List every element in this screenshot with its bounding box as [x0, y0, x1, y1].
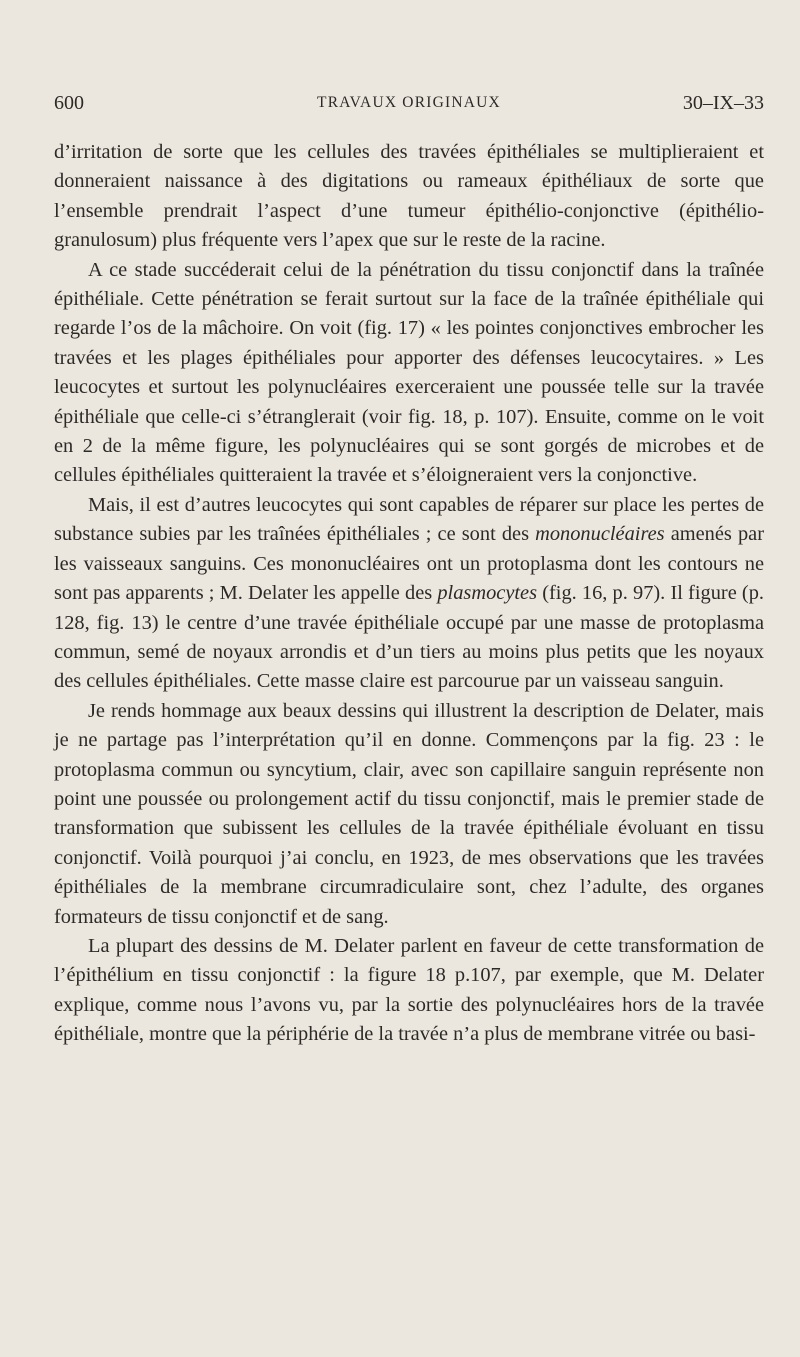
term-plasmocytes: plasmocytes	[437, 582, 538, 605]
term-mononucleaires: mononucléaires	[535, 523, 665, 546]
paragraph-4: Je rends hommage aux beaux dessins qui illustrent la description de Delater, mais je ne partage pas l’interprétation qu’il en donne. Commençons par la fig. 23 : le protoplasma commun ou syncytium, clair, avec son capillaire sanguin représente non point une poussée ou prolongement actif du tissu conjonctif, mais le premier stade de transformation que subissent les cellules de la travée épithéliale évoluant en tissu conjonctif. Voilà pourquoi j’ai conclu, en 1923, de mes observations que les travées épithéliales de la membrane circumradiculaire sont, chez l’adulte, des organes formateurs de tissu conjonctif et de sang.	[54, 699, 764, 928]
paragraph-3-part-a: Mais, il est d’autres leucocytes qui sont capables de réparer sur place les pertes de substance subies par les traînées épithéliales ; ce sont des	[54, 493, 764, 546]
body-text	[54, 138, 764, 1050]
paragraph-1: d’irritation de sorte que les cellules des travées épithéliales se multiplieraient et donneraient naissance à des digitations ou rameaux épithéliaux de sorte que l’ensemble prendrait l’aspect d’une tumeur épithélio-conjonctive (épithélio-granulosum) plus fréquente vers l’apex que sur le reste de la racine.	[54, 141, 764, 252]
issue-date: 30–IX–33	[682, 92, 764, 114]
paragraph-3	[54, 491, 764, 697]
paragraph-3-part-b: amenés par les vaisseaux sanguins. Ces mononucléaires ont un protoplasma dont les contours ne sont pas apparents ; M. Delater les appelle des	[54, 523, 765, 605]
paragraph-5: La plupart des dessins de M. Delater parlent en faveur de cette transformation de l’épithélium en tissu conjonctif : la figure 18 p.107, par exemple, que M. Delater explique, comme nous l’avons vu, par la sortie des polynucléaires hors de la travée épithéliale, montre que la périphérie de la travée n’a plus de membrane vitrée ou basi-	[54, 934, 764, 1046]
running-header	[54, 90, 764, 116]
running-title: TRAVAUX ORIGINAUX	[317, 94, 501, 111]
paragraph-2: A ce stade succéderait celui de la pénétration du tissu conjonctif dans la traînée épithéliale. Cette pénétration se ferait surtout sur la face de la traînée épithéliale qui regarde l’os de la mâchoire. On voit (fig. 17) « les pointes conjonctives embrocher les travées et les plages épithéliales pour apporter des défenses leucocytaires. » Les leucocytes et surtout les polynucléaires exerceraient une poussée telle sur la travée épithéliale que celle-ci s’étranglerait (voir fig. 18, p. 107). Ensuite, comme on le voit en 2 de la même figure, les polynucléaires qui se sont gorgés de microbes et de cellules épithéliales quitteraient la travée et s’éloigneraient vers la conjonctive.	[54, 258, 764, 487]
page-number: 600	[54, 92, 84, 114]
paragraph-3-part-c: (fig. 16, p. 97). Il figure (p. 128, fig. 13) le centre d’une travée épithéliale occupé par une masse de protoplasma commun, semé de noyaux arrondis et d’un tiers au moins plus petits que les noyaux des cellules épithéliales. Cette masse claire est parcourue par un vaisseau sanguin.	[54, 582, 764, 693]
